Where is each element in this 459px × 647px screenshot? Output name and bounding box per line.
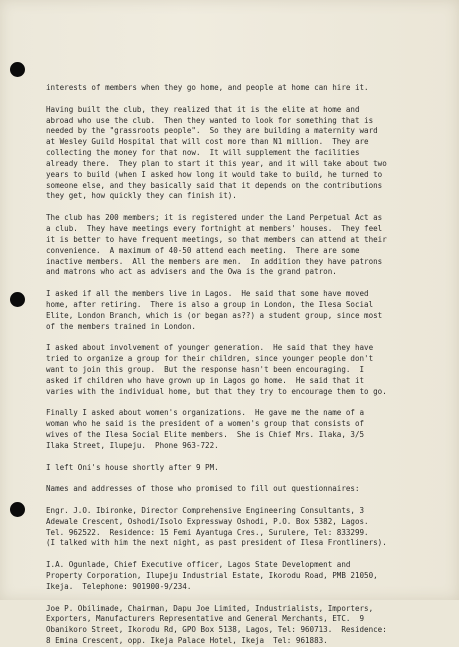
text-line: I asked about involvement of younger generation. He said that they have [46, 343, 374, 353]
paragraph [46, 289, 454, 332]
paragraph [46, 343, 454, 397]
text-line: someone else, and they basically said that it depends on the contributions [46, 180, 383, 190]
text-line: a club. They have meetings every fortnight at members' houses. They feel [46, 223, 383, 233]
text-line: Names and addresses of those who promised to fill out questionnaires: [46, 484, 360, 494]
text-line: wives of the Ilesa Social Elite members. She is Chief Mrs. Ilaka, 3/5 [46, 430, 365, 439]
paragraph [46, 604, 454, 647]
text-line: Finally I asked about women's organizations. He gave me the name of a [46, 408, 365, 418]
text-line: want to join this group. But the response hasn't been encouraging. I [46, 364, 365, 374]
text-line: I left Oni's house shortly after 9 PM. [46, 462, 219, 472]
paragraph-gap [46, 549, 454, 560]
text-line: asked if children who have grown up in Lagos go home. He said that it [46, 375, 365, 385]
paragraph-gap [46, 473, 454, 484]
punch-hole-top [10, 62, 25, 77]
text-line: varies with the individual home, but that they try to encourage them to go. [46, 386, 387, 396]
text-line: Joe P. Obilimade, Chairman, Dapu Joe Limited, Industrialists, Importers, [46, 603, 374, 613]
text-line: Property Corporation, Ilupeju Industrial Estate, Ikorodu Road, PMB 21050, [46, 570, 378, 580]
paragraph-gap [46, 397, 454, 408]
typed-text-body [46, 83, 454, 647]
text-line: they get, how quickly they can finish it). [46, 191, 237, 201]
paragraph [46, 484, 454, 495]
text-line: convenience. A maximum of 40-50 attend each meeting. There are some [46, 245, 360, 255]
text-line: inactive members. All the members are men. In addition they have patrons [46, 256, 383, 266]
paragraph-gap [46, 495, 454, 506]
text-line: abroad who use the club. Then they wanted to look for something that is [46, 115, 374, 125]
text-line: and matrons who act as advisers and the Owa is the grand patron. [46, 267, 337, 277]
paragraph [46, 213, 454, 278]
text-line: needed by the "grassroots people". So they are building a maternity ward [46, 126, 378, 136]
paragraph [46, 463, 454, 474]
text-line: interests of members when they go home, and people at home can hire it. [46, 83, 369, 92]
text-line: Tel. 962522. Residence: 15 Femi Ayantuga Cres., Surulere, Tel: 833299. [46, 527, 369, 537]
text-line: (I talked with him the next night, as past president of Ilesa Frontliners). [46, 538, 387, 548]
text-line: of the members trained in London. [46, 321, 196, 331]
text-line: it is better to have frequent meetings, so that members can attend at their [46, 234, 387, 244]
text-line: already there. They plan to start it this year, and it will take about two [46, 158, 387, 168]
paragraph-gap [46, 94, 454, 105]
text-line: tried to organize a group for their children, since younger people don't [46, 354, 374, 364]
text-line: collecting the money for that now. It will supplement the facilities [46, 148, 360, 158]
paragraph-gap [46, 593, 454, 604]
text-line: Ilaka Street, Ilupeju. Phone 963-722. [46, 440, 219, 450]
paragraph-gap [46, 452, 454, 463]
paragraph [46, 560, 454, 593]
paragraph [46, 408, 454, 451]
text-line: Having built the club, they realized that it is the elite at home and [46, 104, 360, 114]
text-line: I.A. Ogunlade, Chief Executive officer, Lagos State Development and [46, 560, 351, 570]
punch-hole-middle [10, 292, 25, 307]
paragraph-gap [46, 202, 454, 213]
text-line: years to build (when I asked how long it would take to build, he turned to [46, 169, 383, 179]
paragraph [46, 83, 454, 94]
paragraph [46, 506, 454, 549]
text-line: Elite, London Branch, which is (or began as??) a student group, since most [46, 310, 383, 320]
text-line: Engr. J.O. Ibironke, Director Comprehensive Engineering Consultants, 3 [46, 505, 365, 515]
paragraph-gap [46, 332, 454, 343]
text-line: The club has 200 members; it is registered under the Land Perpetual Act as [46, 213, 383, 223]
text-line: I asked if all the members live in Lagos. He said that some have moved [46, 289, 369, 299]
text-line: Obanikoro Street, Ikorodu Rd, GPO Box 5138, Lagos, Tel: 960713. Residence: [46, 625, 387, 635]
text-line: Ikeja. Telephone: 901900-9/234. [46, 581, 192, 591]
text-line: woman who he said is the president of a women's group that consists of [46, 419, 365, 429]
text-line: Adewale Crescent, Oshodi/Isolo Expressway Oshodi, P.O. Box 5382, Lagos. [46, 516, 369, 526]
paragraph-gap [46, 278, 454, 289]
punch-hole-bottom [10, 502, 25, 517]
text-line: home, after retiring. There is also a group in London, the Ilesa Social [46, 299, 374, 309]
text-line: 8 Emina Crescent, opp. Ikeja Palace Hotel, Ikeja Tel: 961883. [46, 636, 328, 646]
paragraph [46, 105, 454, 203]
text-line: Exporters, Manufacturers Representative and General Merchants, ETC. 9 [46, 614, 365, 624]
text-line: at Wesley Guild Hospital that will cost more than N1 million. They are [46, 137, 369, 147]
